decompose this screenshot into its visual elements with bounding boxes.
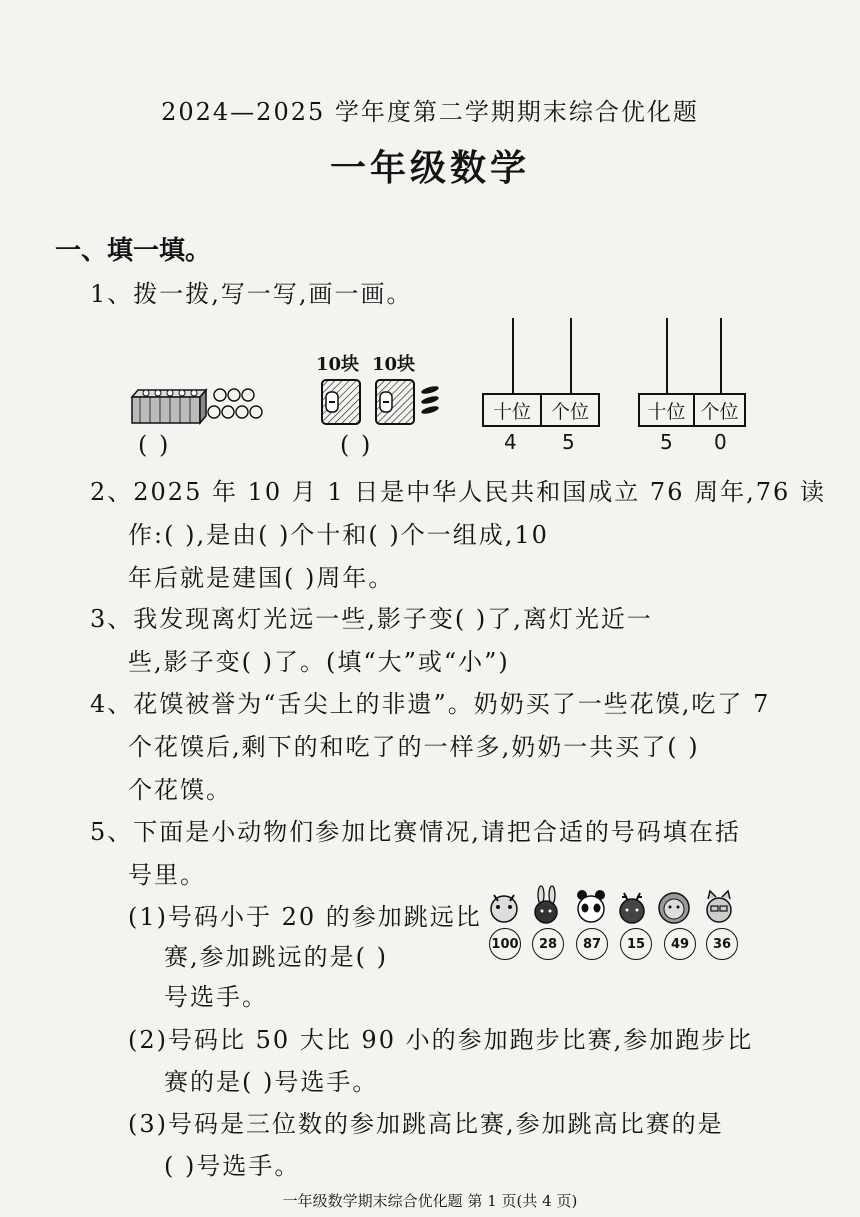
abacus-2-tens-label: 十位	[640, 395, 695, 425]
ten-block-bags-illustration	[318, 376, 448, 428]
question-4-line-2: 个花馍后,剩下的和吃了的一样多,奶奶一共买了( )	[128, 733, 700, 761]
abacus-1-tens-rod	[512, 318, 514, 394]
abacus-2-ones-label: 个位	[700, 400, 739, 423]
question-5-part-3-line-2: ( )号选手。	[164, 1152, 301, 1180]
question-4-line-1: 4、花馍被誉为“舌尖上的非遗”。奶奶买了一些花馍,吃了 7	[90, 690, 771, 718]
contestant-number-2: 28	[532, 928, 564, 960]
question-5-part-2-line-1: (2)号码比 50 大比 90 小的参加跑步比赛,参加跑步比	[128, 1026, 754, 1054]
abacus-2-tens-rod	[666, 318, 668, 394]
abacus-2-ones-digit: 0	[714, 430, 727, 454]
abacus-1-tens-digit: 4	[504, 430, 517, 454]
abacus-2-ones-rod	[720, 318, 722, 394]
question-5-part-3-line-1: (3)号码是三位数的参加跳高比赛,参加跳高比赛的是	[128, 1110, 724, 1138]
question-5-part-1-line-3: 号选手。	[164, 983, 268, 1011]
animal-contestants-illustration	[484, 885, 750, 925]
question-3-line-1: 3、我发现离灯光远一些,影子变( )了,离灯光近一	[90, 605, 653, 633]
abacus-2-place-value-chart	[638, 393, 746, 427]
block-label-2: 10块	[372, 354, 416, 375]
question-3-line-2: 些,影子变( )了。(填“大”或“小”)	[128, 648, 510, 676]
contestant-number-5: 49	[664, 928, 696, 960]
abacus-2-tens-digit: 5	[660, 430, 673, 454]
question-2-line-3: 年后就是建国( )周年。	[128, 564, 395, 592]
page-footer: 一年级数学期末综合优化题 第 1 页(共 4 页)	[282, 1192, 578, 1210]
question-5-line-1: 5、下面是小动物们参加比赛情况,请把合适的号码填在括	[90, 818, 741, 846]
question-1-text: 1、拨一拨,写一写,画一画。	[90, 280, 413, 308]
abacus-1-place-value-chart	[482, 393, 600, 427]
abacus-1-tens-label: 十位	[484, 395, 542, 425]
answer-blank-1[interactable]: ( )	[138, 431, 171, 459]
question-5-part-1-line-1: (1)号码小于 20 的参加跳远比	[128, 903, 482, 931]
abacus-1-ones-rod	[570, 318, 572, 394]
answer-blank-2[interactable]: ( )	[340, 431, 373, 459]
contestant-number-1: 100	[489, 928, 521, 960]
question-4-line-3: 个花馍。	[128, 776, 232, 804]
block-label-1: 10块	[316, 354, 360, 375]
hundred-block-illustration	[128, 382, 278, 427]
question-5-part-2-line-2: 赛的是( )号选手。	[164, 1068, 379, 1096]
abacus-1-ones-label: 个位	[550, 400, 589, 423]
contestant-number-4: 15	[620, 928, 652, 960]
abacus-1-ones-digit: 5	[562, 430, 575, 454]
question-5-part-1-line-2: 赛,参加跳远的是( )	[164, 943, 388, 971]
exam-title: 2024—2025 学年度第二学期期末综合优化题	[161, 98, 699, 126]
section-title: 一、填一填。	[55, 236, 212, 266]
question-5-line-2: 号里。	[128, 861, 206, 889]
contestant-number-6: 36	[706, 928, 738, 960]
contestant-number-3: 87	[576, 928, 608, 960]
question-2-line-1: 2、2025 年 10 月 1 日是中华人民共和国成立 76 周年,76 读	[90, 478, 826, 506]
subject-title: 一年级数学	[329, 148, 530, 189]
question-2-line-2: 作:( ),是由( )个十和( )个一组成,10	[128, 521, 549, 549]
